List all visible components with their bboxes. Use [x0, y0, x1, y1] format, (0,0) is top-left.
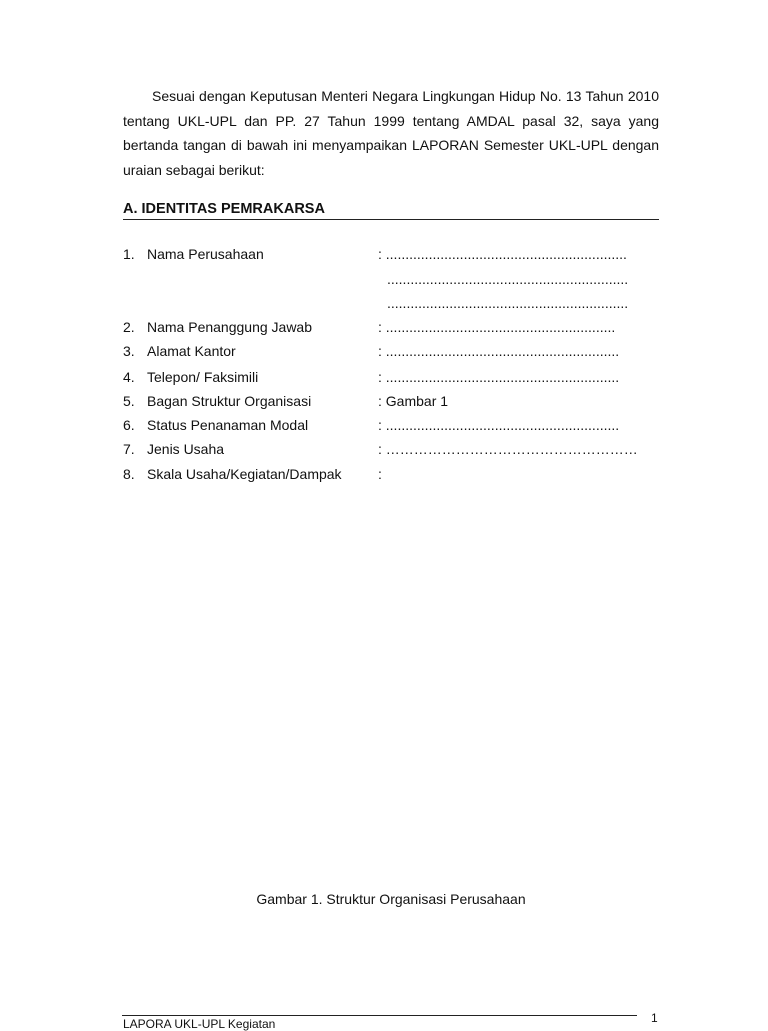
identity-item-number: 3. — [123, 343, 135, 359]
identity-item-value: : .............................................................. — [378, 246, 627, 262]
identity-item-label: Status Penanaman Modal — [147, 417, 309, 433]
identity-item-label: Bagan Struktur Organisasi — [147, 393, 312, 409]
identity-item-label: Skala Usaha/Kegiatan/Dampak — [147, 466, 342, 482]
identity-item-value: : ............................................................ — [378, 343, 620, 359]
identity-item-number: 5. — [123, 393, 135, 409]
page-number: 1 — [651, 1011, 658, 1025]
identity-item-label: Jenis Usaha — [147, 441, 225, 457]
section-a-heading: A. IDENTITAS PEMRAKARSA — [123, 201, 659, 220]
identity-item-number: 7. — [123, 441, 135, 457]
identity-item-value: : ……………………………………………… — [378, 441, 638, 457]
identity-item-value: : ............................................................ — [378, 369, 620, 385]
identity-item-number: 4. — [123, 369, 135, 385]
identity-item-label: Nama Penanggung Jawab — [147, 319, 313, 335]
identity-item-value: : Gambar 1 — [378, 393, 449, 409]
identity-item-label: Nama Perusahaan — [147, 246, 264, 262]
identity-item-continuation: .............................................................. — [387, 271, 629, 287]
identity-item-value: : ........................................................... — [378, 319, 616, 335]
footer-running-title: LAPORA UKL-UPL Kegiatan — [123, 1017, 276, 1031]
identity-item-label: Telepon/ Faksimili — [147, 369, 259, 385]
intro-paragraph: Sesuai dengan Keputusan Menteri Negara Lingkungan Hidup No. 13 Tahun 2010 tentang UKL-UPL dan PP. 27 Tahun 1999 tentang AMDAL pasal 32, saya yang bertanda tangan di bawah ini menyampaikan LAPORAN Semester UKL-UPL dengan uraian sebagai berikut: — [123, 88, 659, 178]
identity-item-value: : ............................................................ — [378, 417, 620, 433]
identity-item-number: 1. — [123, 246, 135, 262]
figure-caption: Gambar 1. Struktur Organisasi Perusahaan — [256, 891, 526, 907]
identity-item-number: 8. — [123, 466, 135, 482]
footer-divider — [122, 1015, 637, 1016]
identity-item-continuation: .............................................................. — [387, 295, 629, 311]
identity-item-number: 6. — [123, 417, 135, 433]
identity-item-value: : — [378, 466, 382, 482]
identity-item-label: Alamat Kantor — [147, 343, 236, 359]
identity-item-number: 2. — [123, 319, 135, 335]
